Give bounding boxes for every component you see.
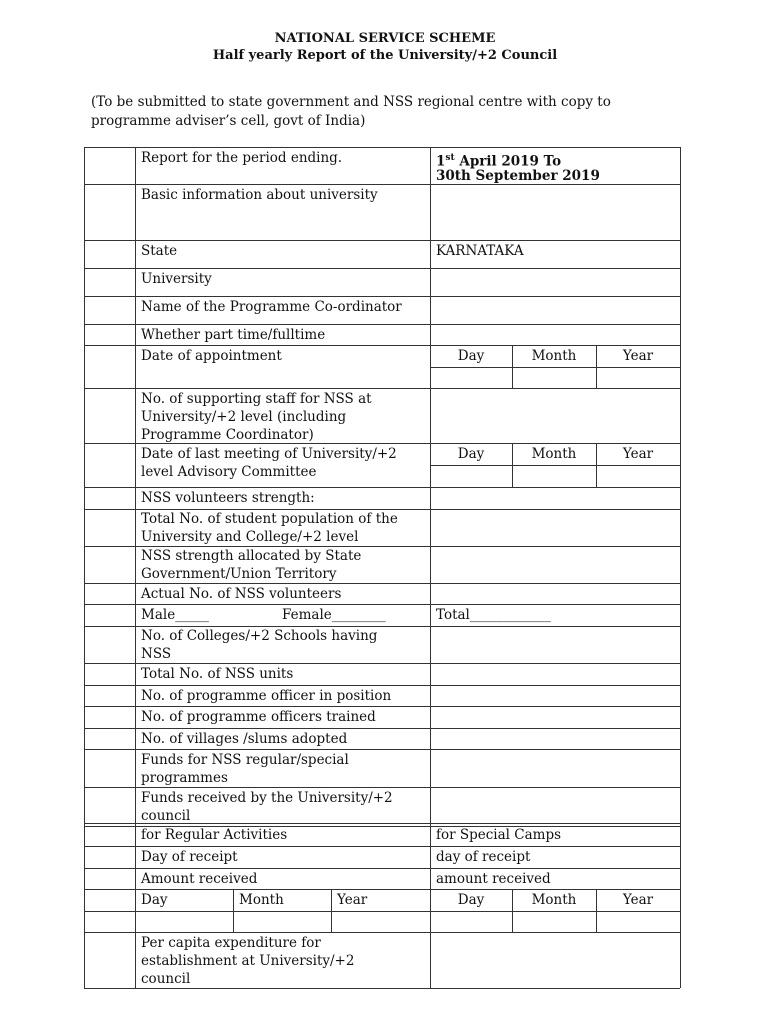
- special-year-header: Year: [622, 892, 654, 908]
- col-line: [84, 147, 85, 988]
- label-actual-volunteers: Actual No. of NSS volunteers: [141, 586, 342, 602]
- label-university: University: [141, 271, 212, 287]
- row-line: [84, 487, 680, 488]
- regular-year-header: Year: [337, 892, 368, 908]
- label-basic-info: Basic information about university: [141, 187, 378, 203]
- row-line: [430, 367, 680, 368]
- label-female: Female________: [282, 607, 386, 623]
- label-special-camps: for Special Camps: [436, 827, 562, 843]
- submission-note: (To be submitted to state government and NSS regional centre with copy to programme adviser’s cell, govt of India): [91, 94, 611, 129]
- row-line: [84, 345, 680, 346]
- special-month-header: Month: [531, 892, 577, 908]
- label-day-receipt-regular: Day of receipt: [141, 849, 238, 865]
- label-day-receipt-special: day of receipt: [436, 849, 531, 865]
- label-funds-nss: Funds for NSS regular/special programmes: [141, 752, 349, 786]
- row-line: [84, 663, 680, 664]
- row-line: [84, 324, 680, 325]
- col-line: [331, 889, 332, 932]
- label-state: State: [141, 243, 178, 259]
- row-line: [84, 728, 680, 729]
- row-line: [84, 388, 680, 389]
- appointment-day-header: Day: [457, 348, 485, 364]
- label-supporting-staff: No. of supporting staff for NSS at University/+2 level (including Programme Coordinator): [141, 391, 372, 443]
- appointment-year-header: Year: [622, 348, 654, 364]
- row-line: [84, 296, 680, 297]
- meeting-month-header: Month: [531, 446, 577, 462]
- period-value-line2: 30th September 2019: [436, 168, 600, 184]
- label-regular-activities: for Regular Activities: [141, 827, 288, 843]
- row-line: [84, 706, 680, 707]
- row-line: [84, 240, 680, 241]
- row-line: [84, 749, 680, 750]
- row-line: [84, 846, 680, 847]
- row-line: [84, 932, 680, 933]
- row-line: [84, 604, 680, 605]
- meeting-day-header: Day: [457, 446, 485, 462]
- document-title: NATIONAL SERVICE SCHEME: [274, 31, 496, 46]
- label-volunteer-strength: NSS volunteers strength:: [141, 490, 315, 506]
- row-line: [84, 685, 680, 686]
- row-line: [84, 268, 680, 269]
- col-line: [135, 147, 136, 988]
- label-villages: No. of villages /slums adopted: [141, 731, 348, 747]
- label-period: Report for the period ending.: [141, 150, 343, 166]
- label-po-position: No. of programme officer in position: [141, 688, 392, 704]
- label-amount-special: amount received: [436, 871, 551, 887]
- state-value: KARNATAKA: [436, 243, 524, 259]
- row-line: [84, 911, 680, 912]
- period-day-suffix: st: [445, 153, 455, 163]
- row-line: [84, 583, 680, 584]
- label-strength-allocated: NSS strength allocated by State Government/Union Territory: [141, 548, 362, 582]
- appointment-month-header: Month: [531, 348, 577, 364]
- row-line: [84, 868, 680, 869]
- label-amount-regular: Amount received: [141, 871, 258, 887]
- col-line: [680, 147, 681, 988]
- label-funds-received: Funds received by the University/+2 council: [141, 790, 393, 824]
- label-student-population: Total No. of student population of the University and College/+2 level: [141, 511, 398, 545]
- special-day-header: Day: [457, 892, 485, 908]
- row-line: [84, 147, 680, 148]
- regular-month-header: Month: [239, 892, 284, 908]
- label-colleges: No. of Colleges/+2 Schools having NSS: [141, 628, 378, 662]
- period-rest: April 2019 To: [454, 153, 562, 170]
- label-appointment: Date of appointment: [141, 348, 282, 364]
- label-last-meeting: Date of last meeting of University/+2 level Advisory Committee: [141, 446, 397, 480]
- label-male: Male_____: [141, 607, 209, 623]
- label-nss-units: Total No. of NSS units: [141, 666, 294, 682]
- document-subtitle: Half yearly Report of the University/+2 Council: [212, 48, 558, 63]
- col-line: [233, 889, 234, 932]
- row-line: [430, 465, 680, 466]
- row-line: [84, 889, 680, 890]
- label-coordinator: Name of the Programme Co-ordinator: [141, 299, 402, 315]
- period-day: 1: [436, 153, 446, 170]
- label-po-trained: No. of programme officers trained: [141, 709, 376, 725]
- label-per-capita: Per capita expenditure for establishment at University/+2 council: [141, 935, 355, 987]
- row-line: [84, 787, 680, 788]
- meeting-year-header: Year: [622, 446, 654, 462]
- label-total: Total____________: [436, 607, 551, 623]
- row-line: [84, 988, 680, 989]
- col-line: [430, 147, 431, 988]
- regular-day-header: Day: [141, 892, 168, 908]
- label-parttime: Whether part time/fulltime: [141, 327, 326, 343]
